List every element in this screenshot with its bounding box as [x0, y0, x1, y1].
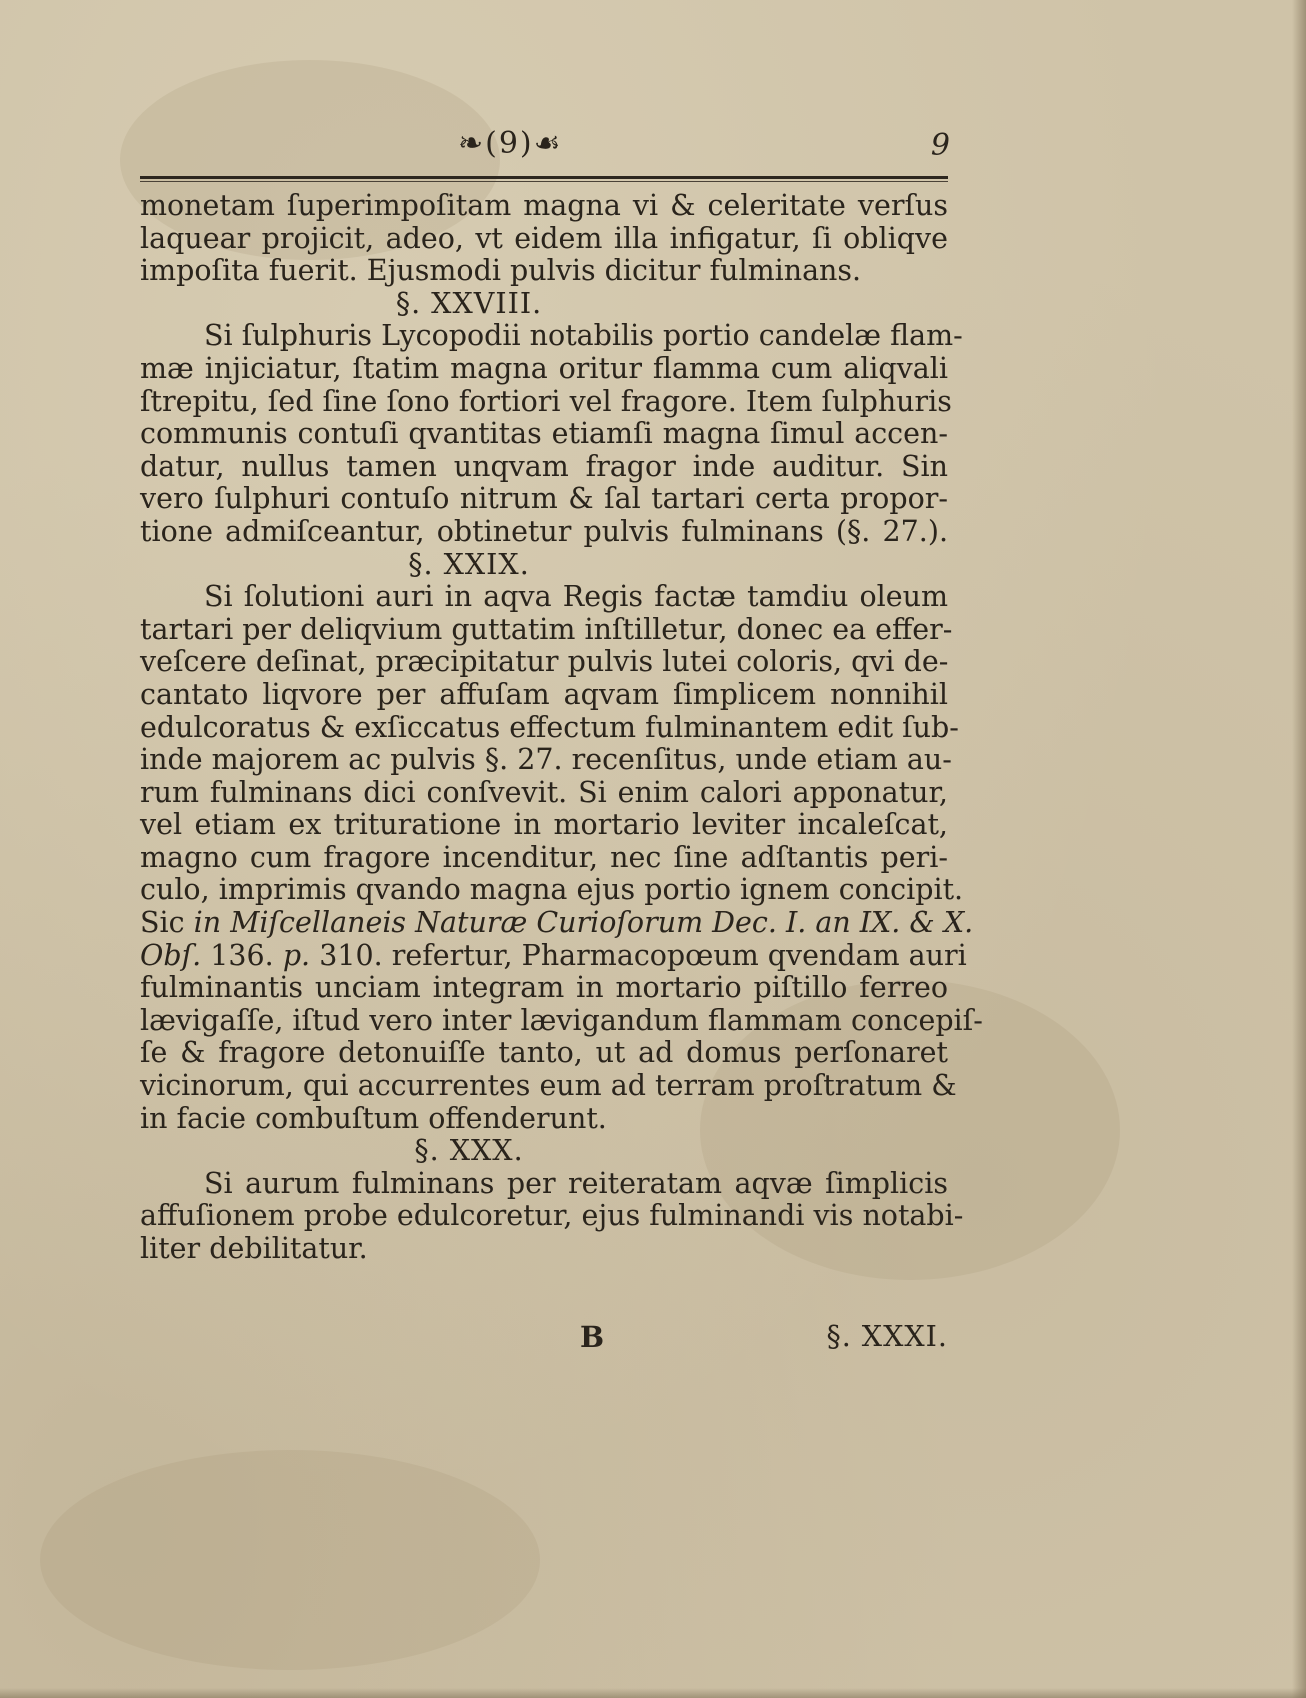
text-line: inde majorem ac pulvis §. 27. recenſitus, unde etiam au- [140, 743, 952, 777]
citation-line [140, 906, 974, 940]
text-line: fulminantis unciam integram in mortario piſtillo ferreo [140, 971, 948, 1005]
text-line: vero ſulphuri contuſo nitrum & ſal tartari certa propor- [140, 482, 948, 516]
header-ornament: ❧(9)☙ [458, 126, 563, 161]
paragraph-continuation [140, 190, 948, 288]
text-line: laquear projicit, adeo, vt eidem illa infigatur, ſi obliqve [140, 221, 948, 255]
citation-obs: Obſ. [140, 938, 202, 972]
section-30-paragraph [140, 1166, 964, 1266]
text-line: liter debilitatur. [140, 1232, 368, 1265]
citation-rest: 310. refertur, Pharmacopœum qvendam auri [319, 938, 967, 972]
text-line: vicinorum, qui accurrentes eum ad terram proſtratum & [140, 1069, 957, 1103]
citation-line [140, 938, 967, 973]
text-line: affuſionem probe edulcoretur, ejus fulminandi vis notabi- [140, 1199, 964, 1233]
page-footer [140, 1320, 948, 1360]
text-line: impoſita fuerit. Ejusmodi pulvis dicitur fulminans. [140, 254, 862, 288]
text-line: culo, imprimis qvando magna ejus portio ignem concipit. [140, 873, 964, 907]
section-28-paragraph [140, 319, 963, 548]
text-line: lævigaſſe, iſtud vero inter lævigandum flammam concepiſ- [140, 1003, 983, 1037]
text-line: rum fulminans dici conſvevit. Si enim calori apponatur, [140, 775, 948, 809]
page-body [140, 189, 983, 1266]
section-heading: §. XXIX. [408, 547, 530, 581]
text-line: monetam ſuperimpoſitam magna vi & celeritate verſus [140, 189, 948, 222]
paper-stain [40, 1450, 540, 1670]
text-line: tione admiſceantur, obtinetur pulvis fulminans (§. 27.). [140, 514, 948, 548]
text-line: ſe & fragore detonuiſſe tanto, ut ad domus perſonaret [140, 1036, 948, 1070]
text-line: magno cum fragore incenditur, nec ſine adſtantis peri- [140, 840, 948, 874]
citation-number: 136. [210, 938, 274, 972]
text-line: vel etiam ex trituratione in mortario leviter incaleſcat, [140, 808, 948, 842]
text-line: ſtrepitu, ſed ſine ſono fortiori vel fragore. Item ſulphuris [140, 384, 952, 418]
text-line: Si ſulphuris Lycopodii notabilis portio candelæ flam- [204, 319, 963, 353]
page-edge-shadow [0, 1688, 1306, 1698]
citation-source: in Miſcellaneis Naturæ Curioſorum Dec. I. an IX. & X. [193, 906, 974, 940]
text-line: datur, nullus tamen unqvam fragor inde auditur. Sin [140, 449, 948, 483]
signature-mark: B [580, 1320, 605, 1354]
catchword: §. XXXI. [826, 1320, 948, 1353]
page-edge-shadow [1292, 0, 1306, 1698]
section-heading: §. XXX. [414, 1134, 524, 1168]
header-rule [140, 176, 948, 179]
citation-page-abbr: p. [282, 938, 311, 972]
citation-prefix: Sic [140, 906, 185, 940]
text-line: cantato liqvore per affuſam aqvam ſimplicem nonnihil [140, 677, 948, 711]
section-29-paragraph [140, 580, 983, 1135]
text-line: Si aurum fulminans per reiteratam aqvæ ſimplicis [204, 1166, 948, 1200]
text-line: communis contuſi qvantitas etiamſi magna ſimul accen- [140, 417, 948, 451]
page-number: 9 [930, 128, 950, 163]
text-line: tartari per deliqvium guttatim inſtilletur, donec ea effer- [140, 612, 953, 646]
section-heading: §. XXVIII. [395, 286, 543, 320]
text-line: edulcoratus & exſiccatus effectum fulminantem edit ſub- [140, 710, 959, 744]
text-line: Si ſolutioni auri in aqva Regis factæ tamdiu oleum [204, 580, 948, 614]
header-rule-thin [140, 181, 948, 182]
text-line: in facie combuſtum offenderunt. [140, 1101, 607, 1135]
text-line: veſcere deſinat, præcipitatur pulvis lutei coloris, qvi de- [140, 645, 949, 679]
page-header [140, 126, 950, 176]
text-line: mæ injiciatur, ſtatim magna oritur flamma cum aliqvali [140, 351, 948, 385]
